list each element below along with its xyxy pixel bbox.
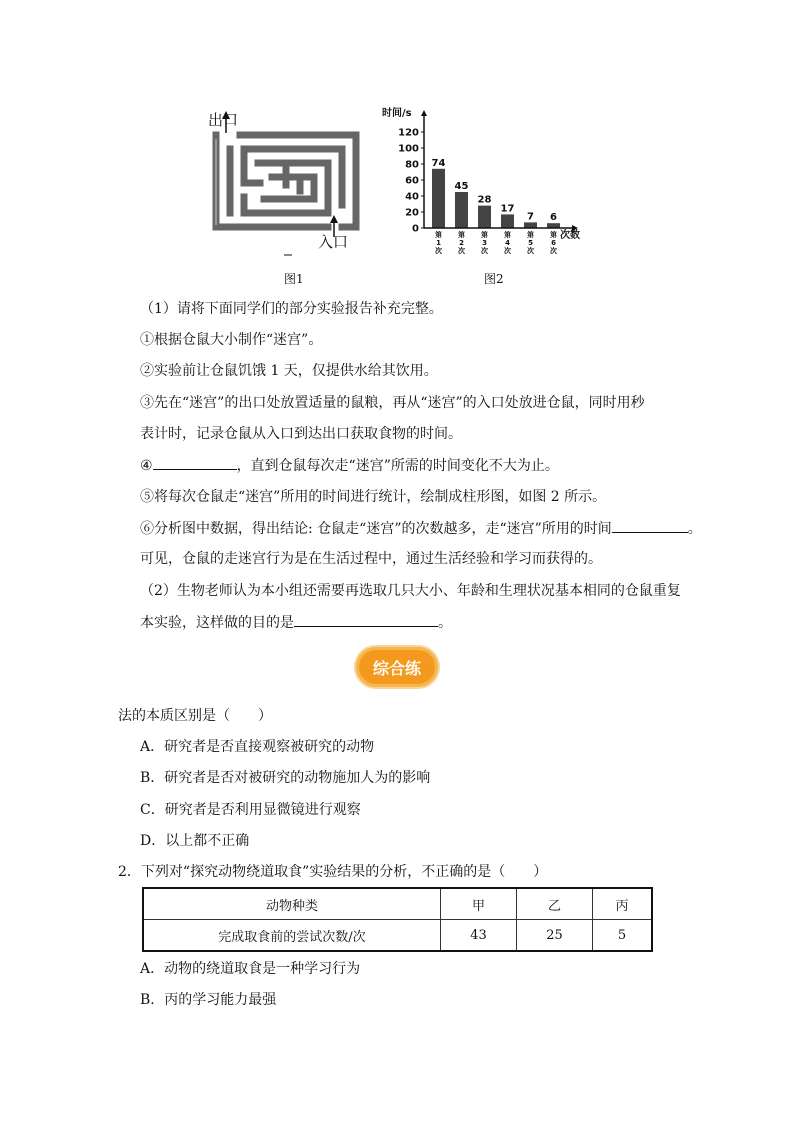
step4-suffix: ，直到仓鼠每次走“迷宫”所需的时间变化不大为止。 xyxy=(236,458,559,474)
bar xyxy=(455,192,468,228)
bar xyxy=(524,222,537,228)
question2-option-b[interactable]: B．丙的学习能力最强 xyxy=(140,992,277,1008)
y-tick-label: 0 xyxy=(412,223,419,235)
x-tick-label: 第 5 次 xyxy=(527,231,534,255)
y-tick-label: 60 xyxy=(405,175,419,187)
question1-option-b[interactable]: B．研究者是否对被研究的动物施加人为的影响 xyxy=(140,770,431,786)
y-tick-label: 20 xyxy=(405,207,419,219)
x-tick-label: 第 1 次 xyxy=(435,231,442,255)
maze-entry-label: 入口 xyxy=(318,233,349,251)
bar-value-label: 45 xyxy=(454,181,469,192)
bar-value-label: 28 xyxy=(477,194,492,206)
step6-prefix: ⑥分析图中数据，得出结论: 仓鼠走“迷宫”的次数越多，走“迷宫”所用的时间 xyxy=(140,521,612,537)
question1-option-c[interactable]: C．研究者是否利用显微镜进行观察 xyxy=(140,802,361,818)
y-axis-arrow xyxy=(421,110,427,116)
figure2-caption: 图2 xyxy=(484,272,504,286)
table-header-jia: 甲 xyxy=(441,888,517,920)
report-q2-line2 xyxy=(140,612,452,633)
bar-value-label: 74 xyxy=(431,157,446,169)
table-cell-bing: 5 xyxy=(593,920,653,952)
x-tick-label: 第 2 次 xyxy=(458,231,465,255)
bar-value-label: 6 xyxy=(550,212,557,224)
table-cell-yi: 25 xyxy=(517,920,593,952)
maze-exit-label: 出口 xyxy=(208,111,239,129)
x-tick-label: 第 3 次 xyxy=(481,231,488,255)
bar-chart-svg xyxy=(378,104,598,264)
bar-value-label: 17 xyxy=(500,203,515,215)
maze-figure xyxy=(200,105,370,265)
bar-chart xyxy=(378,104,598,264)
bar-value-label: 7 xyxy=(527,211,534,223)
report-step1: ①根据仓鼠大小制作“迷宫”。 xyxy=(140,332,323,348)
q2-answer-blank[interactable] xyxy=(294,612,438,627)
results-table xyxy=(142,887,653,952)
y-tick-label: 100 xyxy=(398,143,419,155)
step6-suffix: 。 xyxy=(687,521,702,537)
table-row xyxy=(143,920,652,952)
x-axis-label: 次数 xyxy=(560,230,580,241)
y-axis-label: 时间/s xyxy=(382,108,412,119)
bar xyxy=(432,169,445,228)
report-step3-line1: ③先在“迷宫”的出口处放置适量的鼠粮，再从“迷宫”的入口处放进仓鼠，同时用秒 xyxy=(140,395,645,411)
question2-stem: 2．下列对“探究动物绕道取食”实验结果的分析，不正确的是（ ） xyxy=(118,864,548,880)
table-cell-jia: 43 xyxy=(441,920,517,952)
question1-option-a[interactable]: A．研究者是否直接观察被研究的动物 xyxy=(140,739,375,755)
report-step4 xyxy=(140,455,559,476)
report-step5: ⑤将每次仓鼠走“迷宫”所用的时间进行统计，绘制成柱形图，如图 2 所示。 xyxy=(140,489,607,505)
question2-option-a[interactable]: A．动物的绕道取食是一种学习行为 xyxy=(140,961,361,977)
bar xyxy=(501,214,514,228)
table-header-species: 动物种类 xyxy=(143,888,441,920)
report-step3-line2: 表计时，记录仓鼠从入口到达出口获取食物的时间。 xyxy=(140,426,462,442)
bar xyxy=(478,206,491,228)
report-conclusion: 可见，仓鼠的走迷宫行为是在生活过程中，通过生活经验和学习而获得的。 xyxy=(140,551,602,567)
question1-option-d[interactable]: D．以上都不正确 xyxy=(140,833,250,849)
y-tick-label: 80 xyxy=(405,159,419,171)
report-step2: ②实验前让仓鼠饥饿 1 天，仅提供水给其饮用。 xyxy=(140,363,438,379)
report-q1: （1）请将下面同学们的部分实验报告补充完整。 xyxy=(140,301,443,317)
y-tick-label: 40 xyxy=(405,191,419,203)
figure1-caption: 图1 xyxy=(284,272,304,286)
table-row-label: 完成取食前的尝试次数/次 xyxy=(143,920,441,952)
question1-stem: 法的本质区别是（ ） xyxy=(118,708,272,724)
y-tick-label: 120 xyxy=(398,127,419,139)
table-header-row xyxy=(143,888,652,920)
x-tick-label: 第 4 次 xyxy=(504,231,511,255)
table-header-yi: 乙 xyxy=(517,888,593,920)
q2-suffix: 。 xyxy=(438,615,452,631)
report-step6 xyxy=(140,518,702,539)
q2-prefix: 本实验，这样做的目的是 xyxy=(140,615,294,631)
step4-prefix: ④ xyxy=(140,458,153,474)
table-header-bing: 丙 xyxy=(593,888,653,920)
report-q2-line1: （2）生物老师认为本小组还需要再选取几只大小、年龄和生理状况基本相同的仓鼠重复 xyxy=(140,583,681,599)
section-badge: 综合练 xyxy=(356,647,438,687)
step4-answer-blank[interactable] xyxy=(153,455,237,470)
step6-answer-blank[interactable] xyxy=(612,518,688,533)
x-tick-label: 第 6 次 xyxy=(550,231,557,255)
